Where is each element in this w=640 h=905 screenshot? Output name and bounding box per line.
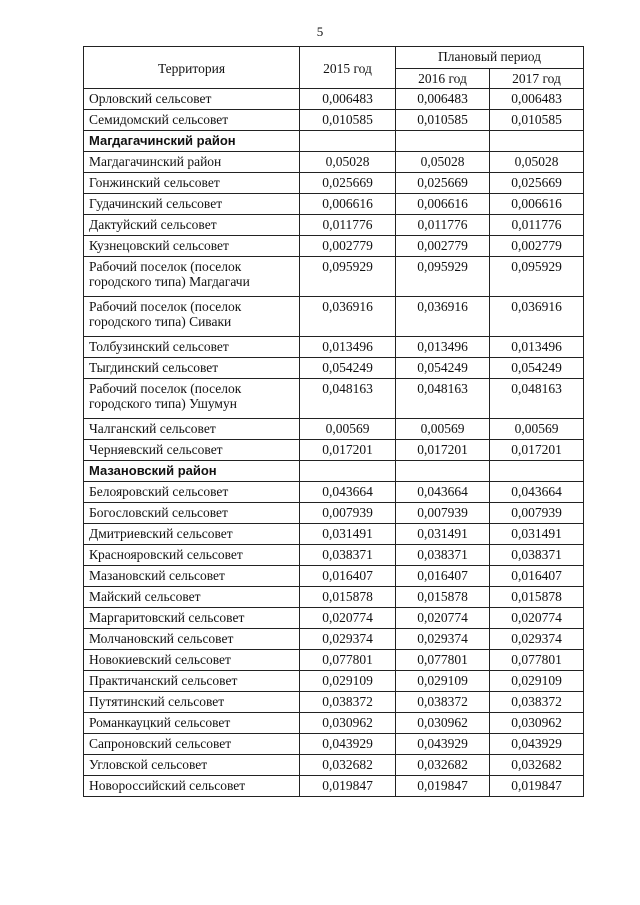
value-2016-cell: 0,007939: [396, 503, 490, 524]
value-2016-cell: 0,025669: [396, 173, 490, 194]
value-2015-cell: 0,031491: [300, 524, 396, 545]
value-2017-cell: 0,054249: [490, 358, 584, 379]
territory-cell: Кузнецовский сельсовет: [84, 236, 300, 257]
value-2016-cell: 0,011776: [396, 215, 490, 236]
table-row: [84, 545, 584, 566]
value-2017-cell: 0,006483: [490, 89, 584, 110]
table-row: [84, 608, 584, 629]
value-2016-cell: 0,017201: [396, 440, 490, 461]
table-row: [84, 297, 584, 337]
value-2015-cell: [300, 131, 396, 152]
table-row: [84, 440, 584, 461]
territory-cell: Майский сельсовет: [84, 587, 300, 608]
table-row: [84, 671, 584, 692]
table-row: [84, 236, 584, 257]
value-2015-cell: 0,036916: [300, 297, 396, 337]
value-2015-cell: 0,043929: [300, 734, 396, 755]
value-2017-cell: 0,030962: [490, 713, 584, 734]
value-2016-cell: 0,013496: [396, 337, 490, 358]
value-2015-cell: 0,054249: [300, 358, 396, 379]
territory-cell: Тыгдинский сельсовет: [84, 358, 300, 379]
table-row: [84, 152, 584, 173]
value-2017-cell: 0,048163: [490, 379, 584, 419]
territory-cell: Дактуйский сельсовет: [84, 215, 300, 236]
value-2016-cell: 0,006483: [396, 89, 490, 110]
territory-cell: Чалганский сельсовет: [84, 419, 300, 440]
value-2016-cell: 0,030962: [396, 713, 490, 734]
table-row: [84, 337, 584, 358]
territory-cell: Новокиевский сельсовет: [84, 650, 300, 671]
table-row: [84, 692, 584, 713]
territory-cell: Дмитриевский сельсовет: [84, 524, 300, 545]
value-2015-cell: 0,013496: [300, 337, 396, 358]
territory-cell: Маргаритовский сельсовет: [84, 608, 300, 629]
value-2016-cell: 0,038371: [396, 545, 490, 566]
value-2016-cell: 0,019847: [396, 776, 490, 797]
value-2017-cell: 0,032682: [490, 755, 584, 776]
table-row: [84, 587, 584, 608]
value-2016-cell: 0,077801: [396, 650, 490, 671]
territory-cell: Магдагачинский район: [84, 131, 300, 152]
territory-cell: Белояровский сельсовет: [84, 482, 300, 503]
value-2015-cell: 0,00569: [300, 419, 396, 440]
value-2017-cell: 0,038372: [490, 692, 584, 713]
territory-cell: Молчановский сельсовет: [84, 629, 300, 650]
value-2017-cell: 0,077801: [490, 650, 584, 671]
value-2015-cell: 0,038371: [300, 545, 396, 566]
value-2016-cell: 0,006616: [396, 194, 490, 215]
value-2017-cell: 0,017201: [490, 440, 584, 461]
territory-cell: Гудачинский сельсовет: [84, 194, 300, 215]
value-2017-cell: 0,020774: [490, 608, 584, 629]
value-2016-cell: 0,020774: [396, 608, 490, 629]
value-2017-cell: 0,011776: [490, 215, 584, 236]
value-2017-cell: 0,095929: [490, 257, 584, 297]
value-2016-cell: 0,048163: [396, 379, 490, 419]
value-2017-cell: 0,006616: [490, 194, 584, 215]
table-row: [84, 650, 584, 671]
table-row: [84, 194, 584, 215]
value-2016-cell: 0,029374: [396, 629, 490, 650]
value-2017-cell: 0,038371: [490, 545, 584, 566]
value-2015-cell: 0,010585: [300, 110, 396, 131]
value-2015-cell: 0,032682: [300, 755, 396, 776]
territory-cell: Краснояровский сельсовет: [84, 545, 300, 566]
value-2016-cell: 0,002779: [396, 236, 490, 257]
value-2015-cell: 0,095929: [300, 257, 396, 297]
territory-cell: Толбузинский сельсовет: [84, 337, 300, 358]
value-2016-cell: 0,015878: [396, 587, 490, 608]
table-row: [84, 629, 584, 650]
territory-cell: Новороссийский сельсовет: [84, 776, 300, 797]
territory-cell: Романкауцкий сельсовет: [84, 713, 300, 734]
value-2015-cell: 0,015878: [300, 587, 396, 608]
value-2015-cell: 0,017201: [300, 440, 396, 461]
territory-cell: Практичанский сельсовет: [84, 671, 300, 692]
table-row: [84, 89, 584, 110]
value-2016-cell: 0,031491: [396, 524, 490, 545]
value-2015-cell: 0,030962: [300, 713, 396, 734]
value-2015-cell: 0,006483: [300, 89, 396, 110]
table-row: [84, 503, 584, 524]
value-2016-cell: 0,05028: [396, 152, 490, 173]
table-row: [84, 482, 584, 503]
value-2017-cell: 0,043929: [490, 734, 584, 755]
value-2016-cell: 0,016407: [396, 566, 490, 587]
territory-cell: Гонжинский сельсовет: [84, 173, 300, 194]
value-2016-cell: 0,054249: [396, 358, 490, 379]
territory-cell: Путятинский сельсовет: [84, 692, 300, 713]
value-2016-cell: 0,043664: [396, 482, 490, 503]
value-2016-cell: 0,038372: [396, 692, 490, 713]
value-2015-cell: 0,019847: [300, 776, 396, 797]
value-2015-cell: 0,006616: [300, 194, 396, 215]
value-2015-cell: 0,038372: [300, 692, 396, 713]
table-row: [84, 173, 584, 194]
territory-cell: Мазановский район: [84, 461, 300, 482]
value-2016-cell: 0,00569: [396, 419, 490, 440]
table-row: [84, 524, 584, 545]
territory-cell: Рабочий поселок (поселок городского типа) Сиваки: [84, 297, 300, 337]
value-2017-cell: 0,019847: [490, 776, 584, 797]
territory-cell: Угловской сельсовет: [84, 755, 300, 776]
territory-cell: Сапроновский сельсовет: [84, 734, 300, 755]
value-2015-cell: 0,05028: [300, 152, 396, 173]
value-2017-cell: 0,002779: [490, 236, 584, 257]
value-2016-cell: 0,043929: [396, 734, 490, 755]
header-year-2017: 2017 год: [490, 69, 584, 89]
value-2017-cell: 0,036916: [490, 297, 584, 337]
value-2015-cell: 0,011776: [300, 215, 396, 236]
value-2017-cell: [490, 461, 584, 482]
value-2015-cell: 0,025669: [300, 173, 396, 194]
value-2016-cell: [396, 131, 490, 152]
value-2017-cell: [490, 131, 584, 152]
value-2016-cell: 0,029109: [396, 671, 490, 692]
header-territory: Территория: [84, 47, 300, 89]
value-2017-cell: 0,010585: [490, 110, 584, 131]
territory-cell: Магдагачинский район: [84, 152, 300, 173]
table-row: [84, 734, 584, 755]
value-2017-cell: 0,016407: [490, 566, 584, 587]
value-2017-cell: 0,031491: [490, 524, 584, 545]
value-2016-cell: 0,032682: [396, 755, 490, 776]
territory-cell: Семидомский сельсовет: [84, 110, 300, 131]
table-row: [84, 419, 584, 440]
table-row: [84, 358, 584, 379]
table-row: [84, 713, 584, 734]
value-2016-cell: 0,036916: [396, 297, 490, 337]
district-header-row: [84, 131, 584, 152]
value-2015-cell: [300, 461, 396, 482]
value-2016-cell: 0,010585: [396, 110, 490, 131]
value-2015-cell: 0,020774: [300, 608, 396, 629]
value-2015-cell: 0,029374: [300, 629, 396, 650]
header-planned-period: Плановый период: [396, 47, 584, 69]
value-2017-cell: 0,029374: [490, 629, 584, 650]
table-row: [84, 566, 584, 587]
table-header: [84, 47, 584, 89]
table-row: [84, 379, 584, 419]
value-2016-cell: [396, 461, 490, 482]
header-year-2016: 2016 год: [396, 69, 490, 89]
value-2017-cell: 0,05028: [490, 152, 584, 173]
value-2017-cell: 0,007939: [490, 503, 584, 524]
allocation-table: [83, 46, 584, 797]
territory-cell: Черняевский сельсовет: [84, 440, 300, 461]
value-2015-cell: 0,077801: [300, 650, 396, 671]
table-row: [84, 110, 584, 131]
value-2015-cell: 0,048163: [300, 379, 396, 419]
value-2017-cell: 0,015878: [490, 587, 584, 608]
value-2015-cell: 0,043664: [300, 482, 396, 503]
table-row: [84, 257, 584, 297]
value-2017-cell: 0,00569: [490, 419, 584, 440]
page-number: 5: [316, 24, 324, 39]
table-row: [84, 755, 584, 776]
district-header-row: [84, 461, 584, 482]
value-2016-cell: 0,095929: [396, 257, 490, 297]
value-2015-cell: 0,016407: [300, 566, 396, 587]
value-2017-cell: 0,013496: [490, 337, 584, 358]
territory-cell: Рабочий поселок (поселок городского типа) Ушумун: [84, 379, 300, 419]
table-row: [84, 776, 584, 797]
value-2015-cell: 0,029109: [300, 671, 396, 692]
territory-cell: Рабочий поселок (поселок городского типа) Магдагачи: [84, 257, 300, 297]
value-2017-cell: 0,029109: [490, 671, 584, 692]
header-year-2015: 2015 год: [300, 47, 396, 89]
territory-cell: Богословский сельсовет: [84, 503, 300, 524]
table-row: [84, 215, 584, 236]
value-2017-cell: 0,043664: [490, 482, 584, 503]
territory-cell: Мазановский сельсовет: [84, 566, 300, 587]
value-2017-cell: 0,025669: [490, 173, 584, 194]
territory-cell: Орловский сельсовет: [84, 89, 300, 110]
table-body: [84, 89, 584, 797]
value-2015-cell: 0,002779: [300, 236, 396, 257]
value-2015-cell: 0,007939: [300, 503, 396, 524]
